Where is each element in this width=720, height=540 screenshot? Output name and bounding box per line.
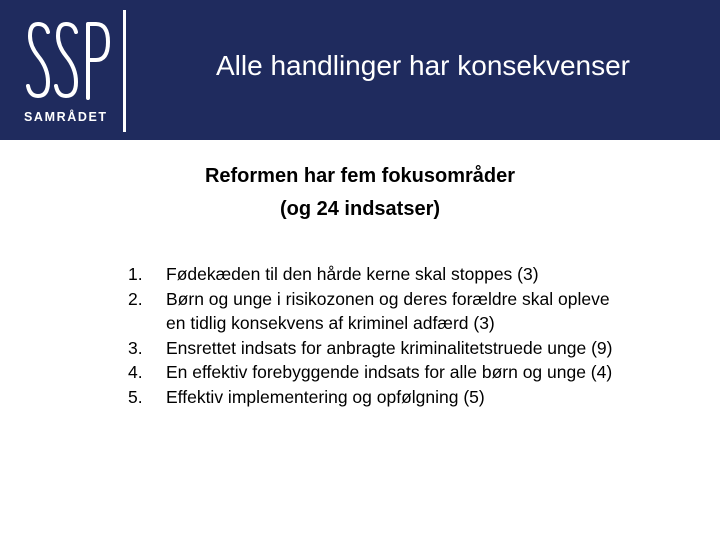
slide-subtitle	[0, 160, 720, 226]
ssp-logo	[22, 18, 114, 130]
logo-wordmark: SAMRÅDET	[24, 110, 108, 124]
list-item-text: Børn og unge i risikozonen og deres forældre skal opleve	[166, 288, 610, 309]
list-item-text-continued: en tidlig konsekvens af kriminel adfærd (3)	[166, 313, 495, 333]
list-item-text: Fødekæden til den hårde kerne skal stoppes (3)	[166, 264, 539, 284]
header-banner	[0, 0, 720, 140]
list-item	[128, 262, 612, 287]
list-item	[128, 287, 612, 336]
list-item-text: En effektiv forebyggende indsats for alle børn og unge (4)	[166, 362, 613, 382]
list-item	[128, 336, 612, 361]
list-item-number: 5.	[128, 386, 143, 407]
subtitle-line-1: Reformen har fem fokusområder	[204, 165, 516, 187]
subtitle-line-2: (og 24 indsatser)	[279, 198, 441, 220]
list-item-number: 4.	[128, 362, 143, 382]
list-item-number: 1.	[128, 264, 143, 284]
list-item	[128, 360, 612, 385]
focus-area-list	[128, 262, 612, 409]
ssp-letters-logo-icon	[22, 18, 114, 102]
list-item-number: 3.	[128, 337, 143, 358]
list-item	[128, 385, 612, 410]
list-item-text: Effektiv implementering og opfølgning (5)	[166, 386, 485, 407]
slide-title: Alle handlinger har konsekvenser	[215, 50, 631, 81]
list-item-text: Ensrettet indsats for anbragte kriminalitetstruede unge (9)	[166, 337, 613, 358]
list-item-number: 2.	[128, 288, 143, 309]
